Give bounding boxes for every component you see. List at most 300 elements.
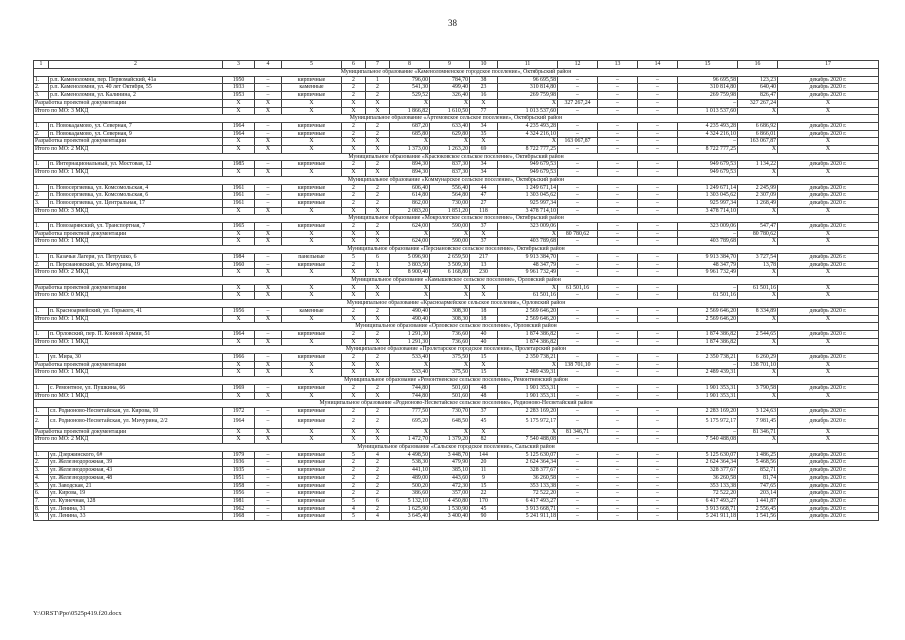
table-cell: 1 303 045,62	[678, 192, 738, 200]
table-cell: –	[598, 99, 638, 107]
table-cell: 9.	[34, 513, 49, 521]
table-cell: 2	[342, 307, 366, 315]
summary-label: Итого по МО: 1 МКД	[34, 338, 223, 346]
table-cell: –	[678, 99, 738, 107]
table-cell: –	[255, 490, 282, 498]
table-cell: 2	[366, 467, 390, 475]
table-cell: 4 235 493,28	[498, 122, 558, 130]
table-cell: 8 334,89	[738, 307, 778, 315]
table-cell: 163 067,87	[738, 138, 778, 146]
table-cell: X	[223, 99, 255, 107]
table-cell: X	[390, 292, 430, 300]
table-cell: декабрь 2020 г.	[778, 223, 879, 231]
table-cell: X	[430, 230, 470, 238]
table-cell: 777,50	[390, 407, 430, 415]
table-cell: 1 441,87	[738, 497, 778, 505]
section-heading-row	[34, 115, 879, 123]
table-cell: 3.	[34, 467, 49, 475]
table-cell: 8 722 777,25	[678, 146, 738, 154]
summary-label: Итого по МО: 1 МКД	[34, 392, 223, 400]
table-cell: 1 263,20	[430, 146, 470, 154]
table-cell: –	[255, 122, 282, 130]
table-cell: 624,00	[390, 238, 430, 246]
table-cell: кирпичные	[282, 130, 342, 138]
table-cell: –	[598, 230, 638, 238]
table-cell: 5	[342, 513, 366, 521]
table-cell: ул. Дзержинского, 6#	[49, 451, 223, 459]
table-cell: X	[778, 230, 879, 238]
table-cell: 2 569 646,20	[678, 315, 738, 323]
table-cell: 633,40	[430, 122, 470, 130]
table-cell: 1.	[34, 223, 49, 231]
summary-label: Разработка проектной документации	[34, 230, 223, 238]
table-cell: 949 679,53	[678, 161, 738, 169]
building-row	[34, 513, 879, 521]
summary-row	[34, 338, 879, 346]
table-cell: декабрь 2020 г.	[778, 474, 879, 482]
table-cell: –	[598, 459, 638, 467]
table-cell: 2	[342, 84, 366, 92]
table-cell: X	[282, 428, 342, 436]
table-cell: X	[366, 292, 390, 300]
table-cell: –	[638, 505, 678, 513]
table-cell: 2.	[34, 415, 49, 428]
table-cell: 837,30	[430, 169, 470, 177]
table-cell: 490,40	[390, 307, 430, 315]
table-cell: 2	[366, 84, 390, 92]
table-cell: 1.	[34, 76, 49, 84]
section-heading-row	[34, 346, 879, 354]
table-cell: –	[255, 184, 282, 192]
table-cell: 3 727,54	[738, 253, 778, 261]
table-cell: –	[598, 354, 638, 362]
table-cell: X	[366, 138, 390, 146]
table-cell: 386,60	[390, 490, 430, 498]
table-cell: 310 814,80	[678, 84, 738, 92]
table-cell: декабрь 2020 г.	[778, 261, 879, 269]
section-heading-row	[34, 215, 879, 223]
table-cell: п. Красноармейский, ул. Горького, 41	[49, 307, 223, 315]
table-cell: X	[223, 361, 255, 369]
table-cell: –	[678, 361, 738, 369]
table-cell: 1 249 671,14	[498, 184, 558, 192]
table-cell: X	[223, 138, 255, 146]
table-cell: 35	[470, 130, 498, 138]
table-cell: 1 291,30	[390, 330, 430, 338]
table-cell: 15	[470, 369, 498, 377]
table-cell: 949 679,53	[678, 169, 738, 177]
table-cell: каменные	[282, 307, 342, 315]
table-cell: X	[255, 169, 282, 177]
table-cell: 1 486,25	[738, 451, 778, 459]
table-cell: X	[282, 436, 342, 444]
summary-row	[34, 428, 879, 436]
table-cell: X	[223, 207, 255, 215]
table-cell: X	[282, 107, 342, 115]
summary-label: Итого по МО: 3 МКД	[34, 107, 223, 115]
table-cell: X	[778, 361, 879, 369]
table-cell: 1958	[223, 482, 255, 490]
table-cell: 852,71	[738, 467, 778, 475]
table-cell: декабрь 2020 г.	[778, 505, 879, 513]
table-cell: X	[366, 207, 390, 215]
table-cell: 37	[470, 407, 498, 415]
table-cell: –	[638, 361, 678, 369]
table-cell: 323 009,06	[678, 223, 738, 231]
table-cell: X	[342, 338, 366, 346]
table-cell: 2	[366, 307, 390, 315]
table-cell: 1 866,82	[390, 107, 430, 115]
table-cell: X	[778, 169, 879, 177]
table-cell: 1.	[34, 407, 49, 415]
building-row	[34, 330, 879, 338]
table-cell: X	[778, 369, 879, 377]
table-cell: –	[558, 238, 598, 246]
table-cell: 1965	[223, 223, 255, 231]
table-cell: X	[255, 338, 282, 346]
table-cell: –	[598, 253, 638, 261]
table-cell: X	[390, 230, 430, 238]
table-cell: –	[558, 161, 598, 169]
table-cell: 27	[470, 199, 498, 207]
summary-row	[34, 369, 879, 377]
table-cell: –	[598, 407, 638, 415]
table-cell: X	[738, 392, 778, 400]
table-cell: 3.	[34, 92, 49, 100]
building-row	[34, 407, 879, 415]
table-cell: –	[255, 92, 282, 100]
table-cell: X	[282, 292, 342, 300]
table-cell: –	[678, 138, 738, 146]
table-cell: 1	[366, 261, 390, 269]
table-cell: –	[638, 253, 678, 261]
table-cell: р.п. Каменоломни, ул. 40 лет Октября, 55	[49, 84, 223, 92]
table-cell: X	[390, 138, 430, 146]
table-cell: –	[598, 138, 638, 146]
table-cell: 4 498,50	[390, 451, 430, 459]
table-cell: –	[598, 384, 638, 392]
table-cell: 529,52	[390, 92, 430, 100]
table-cell: 2	[366, 161, 390, 169]
column-number: 15	[678, 61, 738, 69]
table-cell: 744,80	[390, 392, 430, 400]
table-cell: 640,40	[738, 84, 778, 92]
table-cell: X	[255, 436, 282, 444]
table-cell: X	[342, 361, 366, 369]
table-cell: X	[738, 292, 778, 300]
table-cell: X	[282, 361, 342, 369]
table-cell: –	[558, 330, 598, 338]
table-cell: –	[558, 513, 598, 521]
table-cell: –	[598, 490, 638, 498]
table-cell: –	[255, 223, 282, 231]
table-cell: кирпичные	[282, 451, 342, 459]
building-row	[34, 497, 879, 505]
table-cell: 3 645,40	[390, 513, 430, 521]
table-cell: X	[738, 315, 778, 323]
summary-label: Итого по МО: 0 МКД	[34, 292, 223, 300]
table-cell: декабрь 2020 г.	[778, 192, 879, 200]
table-cell: 1 901 353,31	[498, 384, 558, 392]
column-number: 13	[598, 61, 638, 69]
table-cell: 2	[342, 490, 366, 498]
table-cell: 385,10	[430, 467, 470, 475]
table-cell: –	[598, 269, 638, 277]
table-cell: декабрь 2020 г.	[778, 451, 879, 459]
table-cell: –	[638, 99, 678, 107]
table-cell: 925 997,34	[498, 199, 558, 207]
building-row	[34, 490, 879, 498]
table-cell: 6	[366, 253, 390, 261]
table-cell: 2	[342, 92, 366, 100]
table-cell: –	[255, 253, 282, 261]
table-cell: 2	[366, 184, 390, 192]
table-cell: X	[390, 284, 430, 292]
table-cell: п. Новосергиевка, ул. Комсомольская, 6	[49, 192, 223, 200]
table-cell: кирпичные	[282, 474, 342, 482]
summary-row	[34, 392, 879, 400]
table-cell: 2	[342, 330, 366, 338]
table-cell: 1.	[34, 161, 49, 169]
table-cell: X	[778, 238, 879, 246]
table-cell: X	[342, 238, 366, 246]
building-row	[34, 92, 879, 100]
table-cell: кирпичные	[282, 161, 342, 169]
table-cell: –	[558, 392, 598, 400]
table-cell: 1	[366, 76, 390, 84]
table-cell: –	[558, 338, 598, 346]
table-cell: –	[558, 199, 598, 207]
table-cell: 2	[342, 384, 366, 392]
table-cell: 472,30	[430, 482, 470, 490]
section-heading-row	[34, 246, 879, 254]
table-cell: 5 468,56	[738, 459, 778, 467]
table-cell: п. Новосергиевка, ул. Центральная, 17	[49, 199, 223, 207]
table-cell: 1.	[34, 384, 49, 392]
table-cell: –	[255, 161, 282, 169]
table-cell: 2	[342, 474, 366, 482]
table-cell: –	[255, 330, 282, 338]
table-cell: 269 759,98	[678, 92, 738, 100]
building-row	[34, 467, 879, 475]
table-cell: –	[558, 122, 598, 130]
table-cell: 48	[470, 384, 498, 392]
table-cell: –	[638, 92, 678, 100]
summary-row	[34, 169, 879, 177]
table-cell: 1964	[223, 330, 255, 338]
table-cell: X	[282, 269, 342, 277]
table-cell: –	[678, 284, 738, 292]
table-cell: –	[638, 513, 678, 521]
table-cell: X	[470, 428, 498, 436]
table-cell: 2.	[34, 459, 49, 467]
table-cell: 61 501,16	[498, 292, 558, 300]
column-number: 14	[638, 61, 678, 69]
table-cell: X	[778, 269, 879, 277]
table-cell: 80 780,62	[558, 230, 598, 238]
table-cell: 13	[470, 261, 498, 269]
table-cell: 796,00	[390, 76, 430, 84]
table-cell: ул. Железнодорожная, 39	[49, 459, 223, 467]
building-row	[34, 223, 879, 231]
building-row	[34, 130, 879, 138]
table-cell: –	[598, 107, 638, 115]
table-cell: 34	[470, 161, 498, 169]
table-cell: –	[638, 467, 678, 475]
table-cell: –	[558, 315, 598, 323]
table-cell: 34	[470, 169, 498, 177]
table-cell: X	[430, 361, 470, 369]
table-cell: 1 303 045,62	[498, 192, 558, 200]
table-cell: 862,00	[390, 199, 430, 207]
table-cell: –	[638, 84, 678, 92]
table-cell: 80 780,62	[738, 230, 778, 238]
table-cell: декабрь 2020 г.	[778, 513, 879, 521]
table-cell: X	[778, 99, 879, 107]
section-heading-row	[34, 377, 879, 385]
table-cell: 2	[342, 482, 366, 490]
section-heading: Муниципальное образование «Коммунарское сельское поселение», Октябрьский район	[34, 176, 879, 184]
table-cell: кирпичные	[282, 92, 342, 100]
table-cell: X	[366, 315, 390, 323]
table-cell: 1 249 671,14	[678, 184, 738, 192]
table-cell: –	[558, 451, 598, 459]
table-cell: 1951	[223, 474, 255, 482]
table-cell: –	[255, 513, 282, 521]
summary-label: Итого по МО: 1 МКД	[34, 369, 223, 377]
table-cell: –	[638, 230, 678, 238]
table-cell: кирпичные	[282, 122, 342, 130]
table-cell: –	[255, 407, 282, 415]
table-cell: –	[558, 269, 598, 277]
table-cell: кирпичные	[282, 199, 342, 207]
table-cell: –	[558, 459, 598, 467]
table-cell: 45	[470, 415, 498, 428]
table-cell: 533,40	[390, 354, 430, 362]
table-cell: 2.	[34, 84, 49, 92]
table-cell: 1961	[223, 184, 255, 192]
table-cell: 2	[366, 459, 390, 467]
table-cell: X	[255, 138, 282, 146]
summary-label: Разработка проектной документации	[34, 138, 223, 146]
table-cell: 96 695,58	[498, 76, 558, 84]
table-cell: –	[558, 184, 598, 192]
table-cell: –	[598, 122, 638, 130]
table-cell: 45	[470, 505, 498, 513]
table-cell: 5 096,90	[390, 253, 430, 261]
table-cell: 2	[342, 261, 366, 269]
table-cell: –	[255, 84, 282, 92]
table-cell: X	[366, 269, 390, 277]
table-cell: X	[282, 369, 342, 377]
table-cell: 6	[366, 497, 390, 505]
table-cell: 5 241 911,18	[678, 513, 738, 521]
building-row	[34, 199, 879, 207]
table-cell: ул. Ленина, 33	[49, 513, 223, 521]
table-cell: 2	[342, 130, 366, 138]
table-cell: 2 556,45	[738, 505, 778, 513]
table-cell: –	[638, 76, 678, 84]
table-cell: –	[558, 490, 598, 498]
table-cell: X	[255, 292, 282, 300]
table-cell: 695,20	[390, 415, 430, 428]
table-cell: 1961	[223, 192, 255, 200]
table-cell: 37	[470, 238, 498, 246]
table-cell: X	[255, 392, 282, 400]
summary-label: Итого по МО: 2 МКД	[34, 436, 223, 444]
table-cell: 2 569 646,20	[498, 307, 558, 315]
table-cell: 2	[366, 354, 390, 362]
table-cell: 1961	[223, 199, 255, 207]
table-cell: –	[558, 436, 598, 444]
table-cell: X	[738, 146, 778, 154]
table-cell: –	[638, 459, 678, 467]
table-cell: X	[366, 107, 390, 115]
table-cell: X	[255, 315, 282, 323]
table-cell: –	[255, 474, 282, 482]
table-cell: X	[223, 146, 255, 154]
table-cell: 2 083,20	[390, 207, 430, 215]
table-cell: X	[498, 428, 558, 436]
table-cell: 6 260,29	[738, 354, 778, 362]
table-cell: 590,00	[430, 238, 470, 246]
table-cell: 40	[470, 330, 498, 338]
table-cell: X	[223, 292, 255, 300]
table-cell: 1 901 353,31	[498, 392, 558, 400]
table-cell: п. Новозарянский, ул. Транспортная, 7	[49, 223, 223, 231]
table-cell: –	[638, 482, 678, 490]
table-cell: 4 450,80	[430, 497, 470, 505]
table-cell: 123,23	[738, 76, 778, 84]
table-cell: 72 522,20	[498, 490, 558, 498]
table-cell: кирпичные	[282, 354, 342, 362]
table-cell: –	[638, 330, 678, 338]
table-cell: 34	[470, 122, 498, 130]
table-cell: кирпичные	[282, 330, 342, 338]
table-cell: –	[638, 107, 678, 115]
table-cell: X	[223, 315, 255, 323]
table-cell: X	[498, 138, 558, 146]
table-cell: –	[638, 269, 678, 277]
table-cell: 3 400,40	[430, 513, 470, 521]
table-cell: 9 913 384,70	[678, 253, 738, 261]
table-cell: 4	[366, 451, 390, 459]
table-cell: –	[598, 84, 638, 92]
table-cell: X	[366, 338, 390, 346]
table-cell: –	[255, 505, 282, 513]
table-cell: декабрь 2020 г.	[778, 76, 879, 84]
table-cell: 327 267,24	[558, 99, 598, 107]
table-cell: кирпичные	[282, 482, 342, 490]
table-cell: –	[558, 467, 598, 475]
building-row	[34, 474, 879, 482]
building-row	[34, 415, 879, 428]
section-heading: Муниципальное образование «Мокрологское сельское поселение», Октябрьский район	[34, 215, 879, 223]
table-cell: –	[638, 497, 678, 505]
table-cell: 47	[470, 192, 498, 200]
table-cell: X	[282, 99, 342, 107]
table-cell: декабрь 2020 г.	[778, 354, 879, 362]
table-cell: 3 448,70	[430, 451, 470, 459]
table-cell: –	[255, 467, 282, 475]
table-cell: X	[738, 369, 778, 377]
section-heading: Муниципальное образование «Красюковское сельское поселение», Октябрьский район	[34, 153, 879, 161]
table-cell: X	[738, 207, 778, 215]
table-cell: –	[255, 76, 282, 84]
table-cell: –	[638, 223, 678, 231]
table-cell: 5 175 972,17	[498, 415, 558, 428]
table-cell: 1.	[34, 122, 49, 130]
